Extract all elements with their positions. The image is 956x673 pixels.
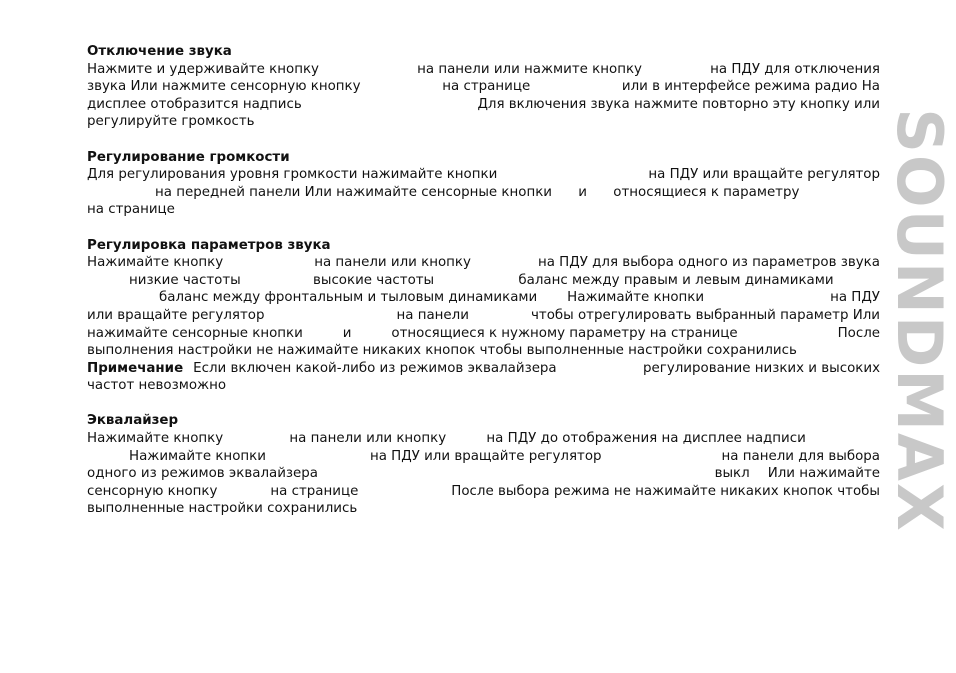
eq-line-1: Нажимайте кнопку на панели или кнопку на ПДУ до отображения на дисплее надписи	[87, 431, 806, 447]
brand-logo-text: SOUNDMAX	[882, 107, 956, 533]
sound-line-8: частот невозможно	[87, 378, 227, 394]
section-equalizer	[87, 412, 880, 518]
sound-line-3: баланс между фронтальным и тыловым динамиками Нажимайте кнопки на ПДУ	[159, 290, 880, 306]
sound-line-2: низкие частоты высокие частоты баланс между правым и левым динамиками	[129, 272, 834, 288]
section-sound	[87, 237, 880, 395]
sound-line-4: или вращайте регулятор на панели чтобы отрегулировать выбранный параметр Или	[87, 307, 880, 323]
section-volume	[87, 149, 880, 219]
mute-line-3: дисплее отобразится надпись Для включения звука нажмите повторно эту кнопку или	[87, 96, 880, 112]
eq-line-2: Нажимайте кнопки на ПДУ или вращайте регулятор на панели для выбора	[129, 448, 880, 464]
brand-watermark	[882, 40, 956, 600]
eq-line-5: выполненные настройки сохранились	[87, 501, 358, 517]
heading-volume: Регулирование громкости	[87, 149, 290, 165]
mute-line-4: регулируйте громкость	[87, 114, 255, 130]
mute-line-1: Нажмите и удерживайте кнопку на панели или нажмите кнопку на ПДУ для отключения	[87, 61, 880, 77]
eq-line-3: одного из режимов эквалайзера выкл Или нажимайте	[87, 466, 880, 482]
note-label: Примечание	[87, 360, 184, 376]
section-mute	[87, 43, 880, 131]
sound-line-1: Нажимайте кнопку на панели или кнопку на ПДУ для выбора одного из параметров звука	[87, 255, 880, 271]
manual-page	[87, 43, 880, 536]
volume-line-1: Для регулирования уровня громкости нажимайте кнопки на ПДУ или вращайте регулятор	[87, 167, 880, 183]
sound-line-5: нажимайте сенсорные кнопки и относящиеся к нужному параметру на странице После	[87, 325, 880, 341]
heading-mute: Отключение звука	[87, 44, 232, 59]
volume-line-2: на передней панели Или нажимайте сенсорные кнопки и относящиеся к параметру	[155, 184, 800, 200]
mute-line-2: звука Или нажмите сенсорную кнопку на странице или в интерфейсе режима радио На	[87, 79, 880, 95]
heading-equalizer: Эквалайзер	[87, 413, 179, 429]
sound-line-6: выполнения настройки не нажимайте никаких кнопок чтобы выполненные настройки сохранились	[87, 343, 797, 359]
heading-sound: Регулировка параметров звука	[87, 237, 331, 253]
eq-line-4: сенсорную кнопку на странице После выбора режима не нажимайте никаких кнопок чтобы	[87, 483, 880, 499]
sound-note-line: Примечание Если включен какой-либо из режимов эквалайзера регулирование низких и высоких	[87, 360, 880, 376]
volume-line-3: на странице	[87, 202, 175, 218]
